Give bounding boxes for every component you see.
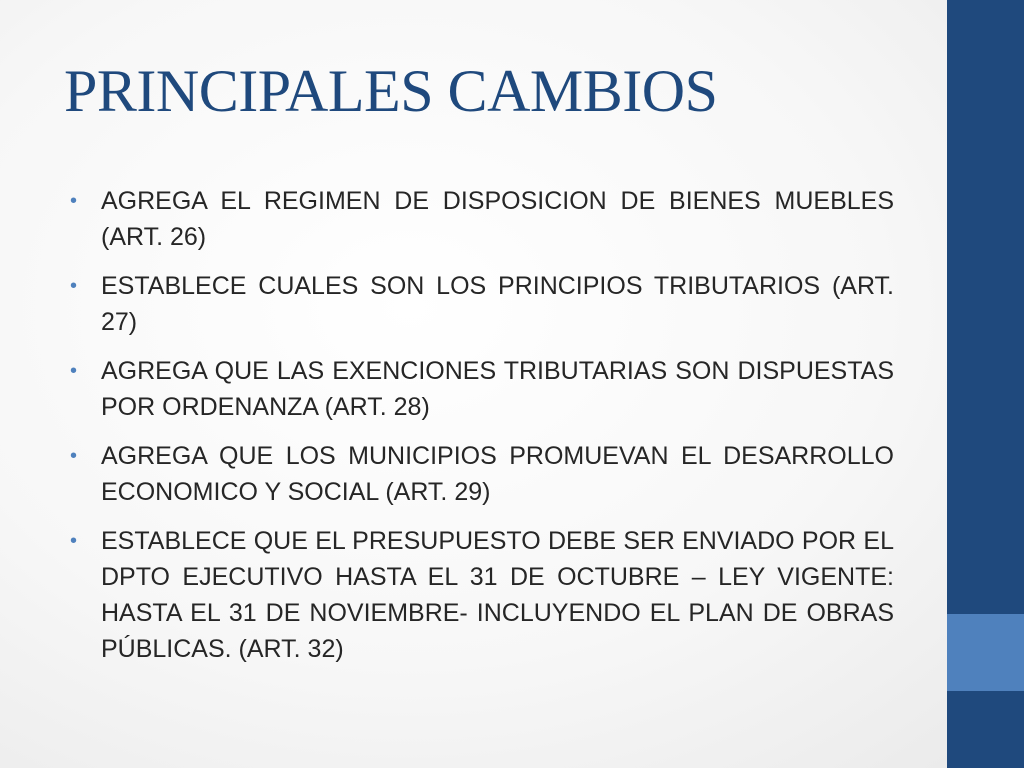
bullet-text: AGREGA QUE LAS EXENCIONES TRIBUTARIAS SON DISPUESTAS POR ORDENANZA (ART. 28) xyxy=(101,357,894,421)
bullet-icon: • xyxy=(70,275,78,297)
bullet-icon: • xyxy=(70,530,78,552)
sidebar-accent-block xyxy=(947,614,1024,691)
slide-title: PRINCIPALES CAMBIOS xyxy=(64,58,718,124)
bullet-item xyxy=(70,438,894,510)
bullet-text: ESTABLECE CUALES SON LOS PRINCIPIOS TRIBUTARIOS (ART. 27) xyxy=(101,272,894,336)
bullet-text: ESTABLECE QUE EL PRESUPUESTO DEBE SER ENVIADO POR EL DPTO EJECUTIVO HASTA EL 31 DE OCTUBRE – LEY VIGENTE: HASTA EL 31 DE NOVIEMBRE- INCLUYENDO EL PLAN DE OBRAS PÚBLICAS. (ART. 32) xyxy=(101,527,894,663)
bullet-text: AGREGA QUE LOS MUNICIPIOS PROMUEVAN EL DESARROLLO ECONOMICO Y SOCIAL (ART. 29) xyxy=(101,442,894,506)
bullet-icon: • xyxy=(70,190,78,212)
bullet-list xyxy=(70,183,894,680)
bullet-item xyxy=(70,183,894,255)
bullet-item xyxy=(70,353,894,425)
bullet-icon: • xyxy=(70,360,78,382)
bullet-item xyxy=(70,523,894,667)
bullet-icon: • xyxy=(70,445,78,467)
bullet-text: AGREGA EL REGIMEN DE DISPOSICION DE BIENES MUEBLES (ART. 26) xyxy=(101,187,894,251)
bullet-item xyxy=(70,268,894,340)
